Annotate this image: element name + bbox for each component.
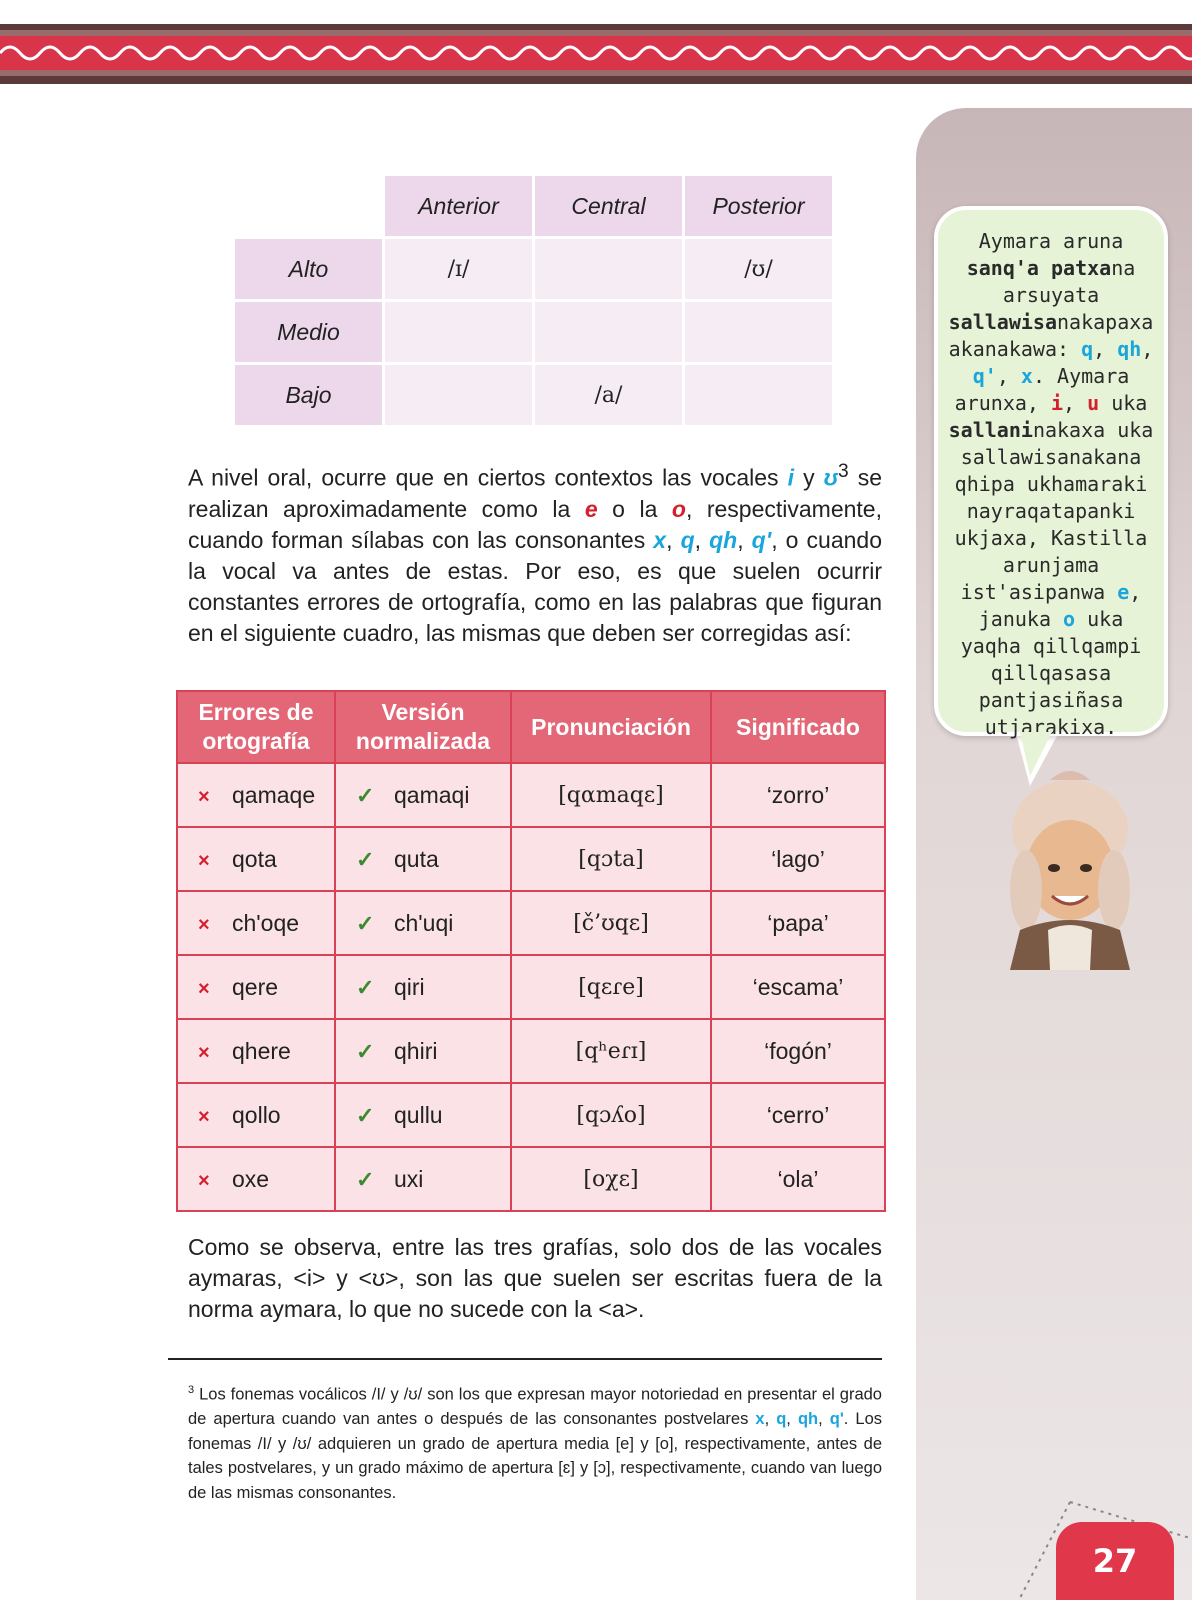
error-cell: [177, 1147, 335, 1211]
error-word: qamaqe: [232, 781, 316, 808]
table-header-row: [177, 691, 885, 763]
normalized-word: qhiri: [394, 1037, 438, 1064]
check-icon: ✓: [356, 1166, 375, 1192]
consonant-q: q: [776, 1410, 787, 1428]
error-word: qhere: [232, 1037, 291, 1064]
cross-icon: ×: [198, 1105, 210, 1128]
bubble-term: sallani: [948, 418, 1033, 442]
vowel-table: [232, 173, 835, 428]
check-icon: ✓: [356, 974, 375, 1000]
footnote-number: 3: [188, 1384, 195, 1396]
meaning-cell: ‘escama’: [711, 955, 885, 1019]
vowel-table-row: [235, 365, 832, 425]
normalized-cell: [335, 891, 511, 955]
meaning-cell: ‘cerro’: [711, 1083, 885, 1147]
vowel-table-cell: [535, 239, 682, 299]
meaning-cell: ‘lago’: [711, 827, 885, 891]
vowel-table-row-label: Alto: [235, 239, 382, 299]
normalized-cell: [335, 1147, 511, 1211]
table-row: [177, 763, 885, 827]
cross-icon: ×: [198, 913, 210, 936]
vowel-table-cell: /a/: [535, 365, 682, 425]
table-row: [177, 1147, 885, 1211]
vowel-table-row: [235, 239, 832, 299]
consonant-q: q: [1081, 337, 1094, 361]
normalized-cell: [335, 1019, 511, 1083]
bubble-term: sanq'a patxa: [966, 256, 1112, 280]
error-cell: [177, 891, 335, 955]
normalized-cell: [335, 1083, 511, 1147]
error-cell: [177, 955, 335, 1019]
vowel-table-cell: /ɪ/: [385, 239, 532, 299]
page-number: 27: [1056, 1522, 1174, 1600]
table-row: [177, 1019, 885, 1083]
cross-icon: ×: [198, 1041, 210, 1064]
footnote: $^3$ Los fonemas vocálicos /I/ y /ʊ/ son los que expresan mayor notoriedad en presentar el grado de apertura cuando van antes o después de las consonantes postvelares x, q, qh, q'. Los fonemas /I/ y /ʊ/ adquieren un grado de apertura media [e] y [o], respectivamente, antes de tales postvelares, y un grado máximo de apertura [ɛ] y [ɔ], respectivamente, cuando van luego de las mismas consonantes.: [188, 1384, 882, 1502]
normalized-word: uxi: [394, 1165, 424, 1192]
check-icon: ✓: [356, 1102, 375, 1128]
vowel-table-cell: [385, 302, 532, 362]
cross-icon: ×: [198, 1169, 210, 1192]
vowel-u: u: [1087, 391, 1100, 415]
pronunciation-cell: [qɔta]: [511, 827, 711, 891]
footnote-divider: [168, 1358, 882, 1360]
table-row: [177, 1083, 885, 1147]
consonant-q-apostrophe: q': [972, 364, 997, 388]
vowel-table-cell: [685, 365, 832, 425]
table-row: [177, 955, 885, 1019]
vowel-table-cell: [535, 302, 682, 362]
normalized-cell: [335, 827, 511, 891]
decorative-top-band: [0, 24, 1192, 84]
pronunciation-cell: [qαmaqɛ]: [511, 763, 711, 827]
error-cell: [177, 1083, 335, 1147]
spelling-errors-table: [176, 690, 886, 1212]
check-icon: ✓: [356, 910, 375, 936]
normalized-word: qamaqi: [394, 781, 470, 808]
pronunciation-cell: [qʰeɾɪ]: [511, 1019, 711, 1083]
footnote-ref: 3: [837, 461, 849, 482]
column-header: Significado: [711, 691, 885, 763]
consonant-q: q: [680, 526, 695, 553]
check-icon: ✓: [356, 782, 375, 808]
column-header: Versión normalizada: [335, 691, 511, 763]
normalized-word: ch'uqi: [394, 909, 454, 936]
vowel-e: e: [1117, 580, 1130, 604]
error-cell: [177, 1019, 335, 1083]
normalized-word: qullu: [394, 1101, 443, 1128]
check-icon: ✓: [356, 1038, 375, 1064]
error-word: ch'oqe: [232, 909, 300, 936]
vowel-i: i: [787, 464, 795, 491]
consonant-qh: qh: [797, 1410, 819, 1428]
column-header: Pronunciación: [511, 691, 711, 763]
vowel-u: ʊ: [823, 464, 838, 491]
consonant-q-apostrophe: q': [829, 1410, 844, 1428]
body-paragraph: A nivel oral, ocurre que en ciertos contextos las vocales i y ʊ$^3$ se realizan aproximadamente como la e o la o, respectivamente, cuando forman sílabas con las consonantes x, q, qh, q', o cuando la vocal va antes de estas. Por eso, es que suelen ocurrir constantes errores de ortografía, como en las palabras que figuran en el siguiente cuadro, las mismas que deben ser corregidas así:: [188, 461, 882, 646]
vowel-e: e: [584, 495, 598, 522]
table-row: [177, 827, 885, 891]
cross-icon: ×: [198, 785, 210, 808]
pronunciation-cell: [qɛɾe]: [511, 955, 711, 1019]
bubble-term: sallawisa: [948, 310, 1058, 334]
pronunciation-cell: [qɔʎo]: [511, 1083, 711, 1147]
error-cell: [177, 827, 335, 891]
vowel-table-header: Anterior: [385, 176, 532, 236]
column-header: Errores de ortografía: [177, 691, 335, 763]
table-row: [177, 891, 885, 955]
meaning-cell: ‘fogón’: [711, 1019, 885, 1083]
error-cell: [177, 763, 335, 827]
consonant-qh: qh: [709, 526, 738, 553]
vowel-table-corner: [235, 176, 382, 236]
meaning-cell: ‘papa’: [711, 891, 885, 955]
speech-bubble: Aymara aruna sanq'a patxana arsuyata sallawisanakapaxa akanakawa: q, qh, q', x. Aymara arunxa, i, u uka sallaninakaxa uka sallawisanakana qhipa ukhamaraki nayraqatapanki ukjaxa, Kastilla arunjama ist'asipanwa e, januka o uka yaqha qillqampi qillqasasa pantjasiñasa utjarakixa.: [934, 206, 1168, 736]
cross-icon: ×: [198, 977, 210, 1000]
pronunciation-cell: [oχɛ]: [511, 1147, 711, 1211]
consonant-q-apostrophe: q': [751, 526, 772, 553]
vowel-o: o: [1063, 607, 1076, 631]
vowel-table-header: Central: [535, 176, 682, 236]
vowel-table-header: Posterior: [685, 176, 832, 236]
vowel-table-cell: [685, 302, 832, 362]
vowel-table-row-label: Bajo: [235, 365, 382, 425]
normalized-cell: [335, 763, 511, 827]
vowel-table-cell: /ʊ/: [685, 239, 832, 299]
vowel-i: i: [1050, 391, 1064, 415]
normalized-word: quta: [394, 845, 439, 872]
error-word: qota: [232, 845, 277, 872]
consonant-x: x: [755, 1410, 765, 1428]
normalized-word: qiri: [394, 973, 425, 1000]
vowel-o: o: [671, 495, 686, 522]
normalized-cell: [335, 955, 511, 1019]
consonant-x: x: [1020, 364, 1033, 388]
vowel-table-cell: [385, 365, 532, 425]
error-word: qollo: [232, 1101, 281, 1128]
girl-illustration: [990, 770, 1150, 970]
pronunciation-cell: [č’ʊqɛ]: [511, 891, 711, 955]
consonant-qh: qh: [1117, 337, 1142, 361]
cross-icon: ×: [198, 849, 210, 872]
body-paragraph: Como se observa, entre las tres grafías, solo dos de las vocales aymaras, <i> y <ʊ>, son las que suelen ser escritas fuera de la norma aymara, lo que no sucede con la <a>.: [188, 1234, 882, 1322]
meaning-cell: ‘zorro’: [711, 763, 885, 827]
error-word: qere: [232, 973, 279, 1000]
vowel-table-row: [235, 302, 832, 362]
vowel-table-row-label: Medio: [235, 302, 382, 362]
consonant-x: x: [653, 526, 667, 553]
error-word: oxe: [232, 1165, 270, 1192]
check-icon: ✓: [356, 846, 375, 872]
meaning-cell: ‘ola’: [711, 1147, 885, 1211]
vowel-table-header-row: [235, 176, 832, 236]
